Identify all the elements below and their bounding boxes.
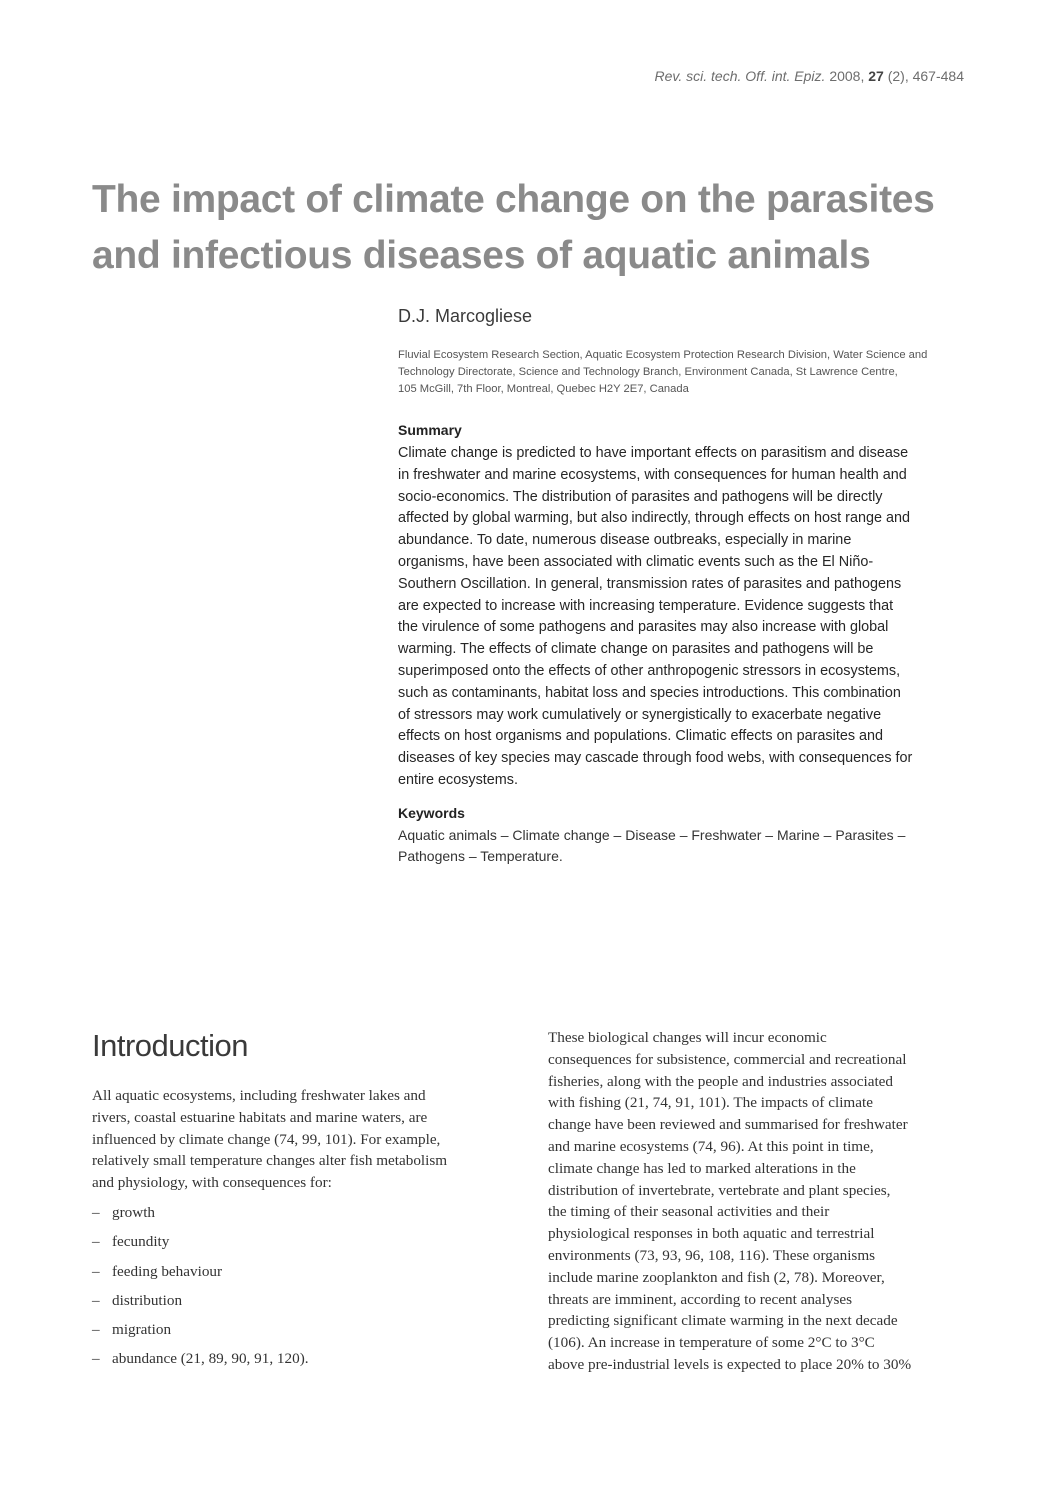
introduction-paragraph-right	[548, 1027, 966, 1376]
paragraph-line: climate change has led to marked alterations in the	[548, 1159, 856, 1177]
paragraph-line: physiological responses in both aquatic and terrestrial	[548, 1225, 875, 1243]
list-item-text: abundance (21, 89, 90, 91, 120).	[112, 1350, 309, 1368]
author-name: D.J. Marcogliese	[398, 306, 533, 326]
summary-line: Southern Oscillation. In general, transmission rates of parasites and pathogens	[398, 575, 902, 592]
summary-line: superimposed onto the effects of other anthropogenic stressors in ecosystems,	[398, 662, 901, 679]
paragraph-line: distribution of invertebrate, vertebrate and plant species,	[548, 1181, 891, 1199]
list-item	[92, 1348, 512, 1377]
paragraph-line: predicting significant climate warming in the next decade	[548, 1312, 898, 1330]
summary-line: diseases of key species may cascade through food webs, with consequences for	[398, 750, 913, 767]
paragraph-line: the timing of their seasonal activities and their	[548, 1203, 830, 1221]
paragraph-line: influenced by climate change (74, 99, 101). For example,	[92, 1130, 441, 1148]
list-item-text: migration	[112, 1321, 172, 1339]
list-item	[92, 1231, 512, 1260]
author-affiliation	[398, 347, 968, 398]
paragraph-line: All aquatic ecosystems, including freshwater lakes and	[92, 1087, 426, 1104]
paragraph-line: change have been reviewed and summarised for freshwater	[548, 1116, 908, 1134]
list-item	[92, 1290, 512, 1319]
keywords-line: Pathogens – Temperature.	[398, 848, 563, 864]
summary-line: the virulence of some pathogens and parasites may also increase with global	[398, 619, 889, 636]
paragraph-line: and physiology, with consequences for:	[92, 1174, 332, 1192]
list-item	[92, 1319, 512, 1348]
bullet-dash: –	[92, 1204, 100, 1221]
list-item	[92, 1261, 512, 1290]
summary-line: socio-economics. The distribution of parasites and pathogens will be directly	[398, 488, 883, 505]
paragraph-line: fisheries, along with the people and industries associated	[548, 1072, 894, 1090]
journal-volume: 27	[868, 68, 884, 84]
keywords-text	[398, 825, 968, 867]
journal-issue-pages: (2), 467-484	[887, 68, 964, 84]
keywords-line: Aquatic animals – Climate change – Disease – Freshwater – Marine – Parasites –	[398, 827, 906, 843]
summary-line: organisms, have been associated with climatic events such as the El Niño-	[398, 553, 874, 570]
affiliation-line: 105 McGill, 7th Floor, Montreal, Quebec H2Y 2E7, Canada	[398, 383, 689, 395]
paragraph-line: These biological changes will incur economic	[548, 1029, 827, 1046]
bullet-dash: –	[92, 1321, 100, 1339]
introduction-paragraph-left	[92, 1085, 510, 1194]
journal-citation	[655, 68, 964, 84]
bullet-dash: –	[92, 1262, 100, 1280]
summary-line: Climate change is predicted to have important effects on parasitism and disease	[398, 445, 909, 461]
summary-line: warming. The effects of climate change on parasites and pathogens will be	[398, 641, 874, 658]
paragraph-line: and marine ecosystems (74, 96). At this point in time,	[548, 1137, 874, 1155]
bullet-dash: –	[92, 1350, 100, 1368]
journal-name: Rev. sci. tech. Off. int. Epiz.	[654, 68, 826, 84]
paragraph-line: consequences for subsistence, commercial and recreational	[548, 1050, 907, 1068]
list-item-text: distribution	[112, 1291, 183, 1309]
list-item-text: feeding behaviour	[112, 1262, 223, 1280]
keywords-heading: Keywords	[398, 805, 465, 821]
summary-line: of stressors may work cumulatively or synergistically to exacerbate negative	[398, 706, 882, 723]
affiliation-line: Technology Directorate, Science and Technology Branch, Environment Canada, St Lawrence Centre,	[398, 366, 898, 378]
list-item	[92, 1202, 512, 1231]
bullet-dash: –	[92, 1291, 100, 1309]
summary-line: abundance. To date, numerous disease outbreaks, especially in marine	[398, 532, 852, 549]
introduction-heading: Introduction	[92, 1028, 248, 1063]
list-item-text: fecundity	[112, 1233, 170, 1251]
affiliation-line: Fluvial Ecosystem Research Section, Aquatic Ecosystem Protection Research Division, Water Science and	[398, 349, 928, 361]
paragraph-line: include marine zooplankton and fish (2, 78). Moreover,	[548, 1268, 885, 1286]
title-line: The impact of climate change on the parasites	[92, 178, 935, 221]
summary-line: affected by global warming, but also indirectly, through effects on host range and	[398, 510, 910, 527]
journal-year: 2008,	[829, 68, 865, 84]
summary-line: such as contaminants, habitat loss and species introductions. This combination	[398, 684, 901, 701]
summary-line: effects on host organisms and populations. Climatic effects on parasites and	[398, 728, 884, 745]
paragraph-line: rivers, coastal estuarine habitats and marine waters, are	[92, 1108, 428, 1126]
paragraph-line: threats are imminent, according to recent analyses	[548, 1290, 853, 1308]
summary-line: are expected to increase with increasing temperature. Evidence suggests that	[398, 597, 894, 614]
title-line: and infectious diseases of aquatic animals	[92, 234, 871, 277]
paragraph-line: above pre-industrial levels is expected to place 20% to 30%	[548, 1355, 912, 1373]
summary-line: in freshwater and marine ecosystems, with consequences for human health and	[398, 466, 907, 483]
paragraph-line: environments (73, 93, 96, 108, 116). These organisms	[548, 1246, 876, 1264]
paragraph-line: relatively small temperature changes alter fish metabolism	[92, 1152, 448, 1170]
paragraph-line: with fishing (21, 74, 91, 101). The impacts of climate	[548, 1094, 873, 1112]
summary-line: entire ecosystems.	[398, 771, 518, 788]
summary-text	[398, 443, 968, 792]
bullet-dash: –	[92, 1233, 100, 1251]
list-item-text: growth	[112, 1204, 156, 1221]
consequences-list	[92, 1202, 512, 1378]
article-title	[92, 172, 972, 284]
summary-heading: Summary	[398, 422, 462, 438]
paragraph-line: (106). An increase in temperature of some 2°C to 3°C	[548, 1334, 875, 1352]
